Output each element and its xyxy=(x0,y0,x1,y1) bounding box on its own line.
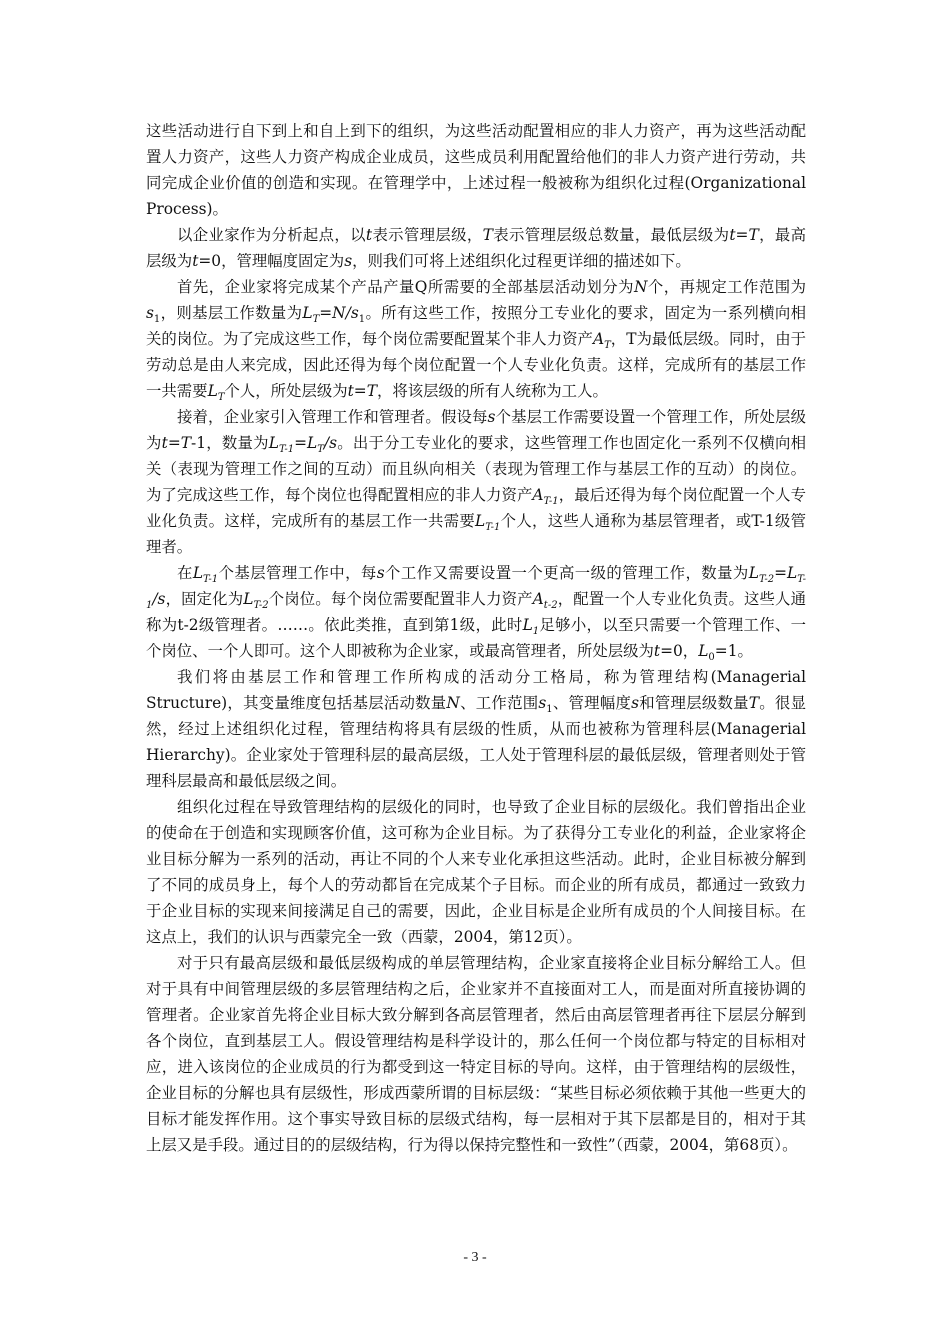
text-run: 在 xyxy=(177,564,193,582)
paragraph-3 xyxy=(146,274,806,404)
text-run: 对于只有最高层级和最低层级构成的单层管理结构，企业家直接将企业目标分解给工人。但对于具有中间管理层级的多层管理结构之后，企业家并不直接面对工人，而是面对所直接协调的管理者。企业家首先将企业目标大致分解到各高层管理者，然后由高层管理者再往下层层分解到各个岗位，直到基层工人。假设管理结构是科学设计的，那么任何一个岗位都与特定的目标相对应，进入该岗位的企业成员的行为都受到这一特定目标的导向。这样，由于管理结构的层级性，企业目标的分解也具有层级性，形成西蒙所谓的目标层级：“某些目标必须依赖于其他一些更大的目标才能发挥作用。这个事实导致目标的层级式结构，每一层相对于其下层都是目的，相对于其上层又是手段。通过目的的层级结构，行为得以保持完整性和一致性”（西蒙，2004，第68页）。 xyxy=(146,954,806,1154)
math-var: =N/s xyxy=(319,304,359,322)
text-run: =0， xyxy=(660,642,699,660)
math-var: =L xyxy=(294,434,318,452)
page-number: - 3 - xyxy=(463,1250,487,1265)
math-var: L xyxy=(302,304,313,322)
text-run: 。所有这些工作，按照分工专业化的要求，固定为一系列横向相关的岗位。为了完成这些工作，每个岗位需要配置某个非人力资产 xyxy=(146,304,806,348)
math-var: s xyxy=(344,252,353,270)
text-run: ，将该层级的所有人统称为工人。 xyxy=(376,382,608,400)
math-var: L xyxy=(522,616,533,634)
text-run: 足够小，以至只需要一个管理工作、一个岗位、一个人即可。这个人即被称为企业家，或最高管理者，所处层级为 xyxy=(146,616,806,660)
math-var: L xyxy=(192,564,204,582)
text-run: 、工作范围 xyxy=(459,694,539,712)
text-run: 。出于分工专业化的要求，这些管理工作也固定化一系列不仅横向相关（表现为管理工作之间的互动）而且纵向相关（表现为管理工作与基层工作的互动）的岗位。为了完成这些工作，每个岗位也得配置相应的非人力资产 xyxy=(146,434,806,504)
math-var: T xyxy=(748,694,760,712)
text-run: 和管理层级数量 xyxy=(639,694,749,712)
math-var: s xyxy=(376,564,385,582)
paragraph-4 xyxy=(146,404,806,560)
math-var: s xyxy=(631,694,640,712)
math-subscript: T-1 xyxy=(146,574,806,612)
text-run: ，最高层级为 xyxy=(146,226,806,270)
paragraph-2 xyxy=(146,222,806,274)
math-var: t xyxy=(365,226,373,244)
math-var: L xyxy=(475,512,486,530)
text-run: 表示管理层级总数量，最低层级为 xyxy=(492,226,730,244)
paragraph-7 xyxy=(146,794,806,950)
text-run: ，则基层工作数量为 xyxy=(160,304,303,322)
math-subscript: T-2 xyxy=(758,574,775,586)
text-run: 以企业家作为分析起点，以 xyxy=(177,226,366,244)
text-run: 个基层工作需要设置一个管理工作，所处层级为 xyxy=(146,408,806,452)
math-subscript: T xyxy=(604,340,611,352)
text-run: 个，再规定工作范围为 xyxy=(647,278,806,296)
math-subscript: t-2 xyxy=(543,600,558,612)
text-run: ，T为最低层级。同时，由于劳动总是由人来完成，因此还得为每个岗位配置一个人专业化负责。这样，完成所有的基层工作一共需要 xyxy=(146,330,806,400)
text-run: 个人，所处层级为 xyxy=(224,382,348,400)
math-var: L xyxy=(698,642,709,660)
math-subscript: 1 xyxy=(532,626,540,638)
math-subscript: T-2 xyxy=(253,600,269,612)
math-var: t xyxy=(653,642,661,660)
math-subscript: T-1 xyxy=(485,522,501,534)
math-var: t=T xyxy=(729,226,759,244)
math-var: t=T xyxy=(347,382,377,400)
text-run: 。很显然，经过上述组织化过程，管理结构将具有层级的性质，从而也被称为管理科层(Managerial Hierarchy)。企业家处于管理科层的最高层级，工人处于管理科层的最低层级，管理者则处于管理科层最高和最低层级之间。 xyxy=(146,694,806,790)
text-run: =0，管理幅度固定为 xyxy=(198,252,345,270)
text-run: -1，数量为 xyxy=(191,434,269,452)
math-var: L xyxy=(243,590,254,608)
math-var: A xyxy=(532,486,544,504)
text-run: ，则我们可将上述组织化过程更详细的描述如下。 xyxy=(352,252,691,270)
math-subscript: T-1 xyxy=(203,574,219,586)
body-text xyxy=(146,118,806,1158)
math-var: L xyxy=(748,564,759,582)
math-var: A xyxy=(532,590,544,608)
math-var: /s xyxy=(152,590,166,608)
math-subscript: 1 xyxy=(153,314,161,326)
math-var: /s xyxy=(323,434,338,452)
paragraph-5 xyxy=(146,560,806,664)
text-run: 个工作又需要设置一个更高一级的管理工作，数量为 xyxy=(384,564,749,582)
text-run: 我们将由基层工作和管理工作所构成的活动分工格局，称为管理结构(Managerial Structure)，其变量维度包括基层活动数量 xyxy=(146,668,806,712)
text-run: =1。 xyxy=(714,642,753,660)
math-subscript: T-1 xyxy=(543,496,559,508)
math-var: s xyxy=(146,304,154,322)
text-run: 这些活动进行自下到上和自上到下的组织，为这些活动配置相应的非人力资产，再为这些活动配置人力资产，这些人力资产构成企业成员，这些成员利用配置给他们的非人力资产进行劳动，共同完成企业价值的创造和实现。在管理学中，上述过程一般被称为组织化过程(Organizational Process)。 xyxy=(146,122,806,218)
text-run: ，固定化为 xyxy=(165,590,244,608)
text-run: ，最后还得为每个岗位配置一个人专业化负责。这样，完成所有的基层工作一共需要 xyxy=(146,486,806,530)
math-subscript: T xyxy=(317,444,324,456)
paragraph-1 xyxy=(146,118,806,222)
math-subscript: 0 xyxy=(708,652,715,664)
text-run: 组织化过程在导致管理结构的层级化的同时，也导致了企业目标的层级化。我们曾指出企业的使命在于创造和实现顾客价值，这可称为企业目标。为了获得分工专业化的利益，企业家将企业目标分解为一系列的活动，再让不同的个人来专业化承担这些活动。此时，企业目标被分解到了不同的成员身上，每个人的劳动都旨在完成某个子目标。而企业的所有成员，都通过一致致力于企业目标的实现来间接满足自己的需要，因此，企业目标是企业所有成员的个人间接目标。在这点上，我们的认识与西蒙完全一致（西蒙，2004，第12页）。 xyxy=(146,798,806,946)
math-subscript: 1 xyxy=(546,704,553,716)
math-var: L xyxy=(207,382,218,400)
math-var: t xyxy=(192,252,199,270)
text-run: ，配置一个人专业化负责。这些人通称为t-2级管理者。……。依此类推，直到第1级，此时 xyxy=(146,590,806,634)
text-run: 个人，这些人通称为基层管理者，或T-1级管理者。 xyxy=(146,512,806,556)
math-var: s xyxy=(487,408,496,426)
paragraph-8 xyxy=(146,950,806,1158)
text-run: 首先，企业家将完成某个产品产量Q所需要的全部基层活动划分为 xyxy=(177,278,634,296)
text-run: 、管理幅度 xyxy=(552,694,632,712)
text-run: 表示管理层级， xyxy=(372,226,483,244)
text-run: 个岗位。每个岗位需要配置非人力资产 xyxy=(268,590,533,608)
math-var: s xyxy=(538,694,547,712)
text-run: 接着，企业家引入管理工作和管理者。假设每 xyxy=(177,408,488,426)
math-subscript: T-1 xyxy=(279,444,295,456)
math-var: N xyxy=(446,694,460,712)
math-subscript: T xyxy=(312,314,320,326)
math-var: N xyxy=(633,278,648,296)
math-var: A xyxy=(592,330,605,348)
math-subscript: 1 xyxy=(358,314,366,326)
math-var: t=T xyxy=(161,434,191,452)
math-var: L xyxy=(268,434,279,452)
paragraph-6 xyxy=(146,664,806,794)
text-run: 个基层管理工作中，每 xyxy=(218,564,377,582)
math-var: T xyxy=(482,226,493,244)
math-subscript: T xyxy=(217,392,225,404)
math-var: =L xyxy=(774,564,798,582)
